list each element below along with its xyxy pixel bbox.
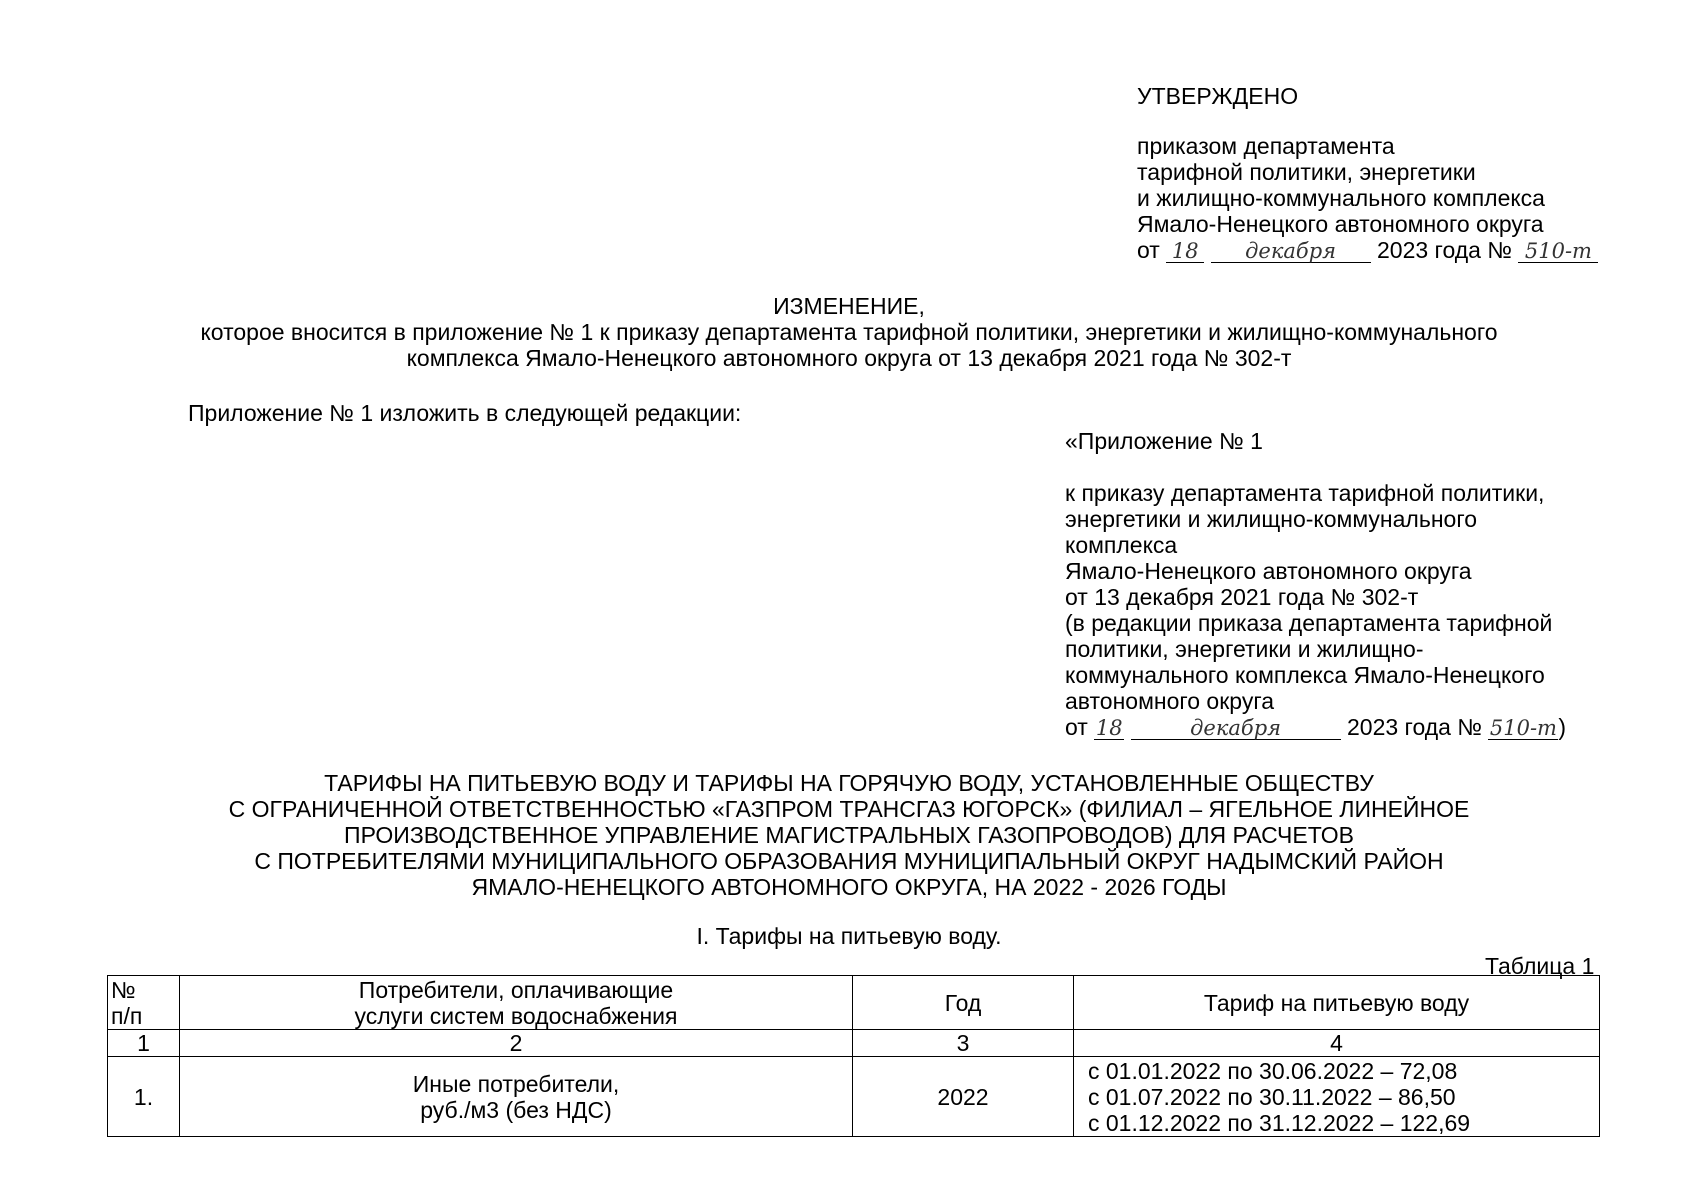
section-title: I. Тарифы на питьевую воду. [696,923,1002,949]
tariff-title-line: ТАРИФЫ НА ПИТЬЕВУЮ ВОДУ И ТАРИФЫ НА ГОРЯЧУЮ ВОДУ, УСТАНОВЛЕННЫЕ ОБЩЕСТВУ [324,770,1374,796]
column-number-row [108,1030,1600,1057]
appendix-line: автономного округа [1065,688,1274,714]
approval-line: и жилищно-коммунального комплекса [1137,185,1545,211]
approval-date-line [1137,237,1598,263]
header-cell-consumers [180,976,853,1030]
appendix-line: комплекса [1065,532,1178,558]
appendix-line: коммунального комплекса Ямало-Ненецкого [1065,662,1545,688]
date-prefix: от [1065,714,1088,740]
header-cell-year: Год [853,976,1074,1030]
appendix-line: энергетики и жилищно-коммунального [1065,506,1477,532]
header-cell-tariff: Тариф на питьевую воду [1074,976,1600,1030]
change-description-line: которое вносится в приложение № 1 к приказу департамента тарифной политики, энергетики и жилищно-коммунального [200,319,1498,345]
consumer-text: руб./м3 (без НДС) [420,1096,612,1123]
appendix-block [1065,428,1566,740]
tariff-title-line: ЯМАЛО-НЕНЕЦКОГО АВТОНОМНОГО ОКРУГА, НА 2022 - 2026 ГОДЫ [471,874,1227,900]
table-row [108,1057,1600,1137]
column-number: 3 [853,1030,1074,1057]
tariff-period: с 01.01.2022 по 30.06.2022 – 72,08 [1088,1057,1458,1084]
approval-line: приказом департамента [1137,133,1395,159]
tariff-cell [1074,1057,1600,1137]
table-header-row [108,976,1600,1030]
header-text: № [111,976,136,1003]
header-text: услуги систем водоснабжения [354,1002,678,1029]
change-description-line: комплекса Ямало-Ненецкого автономного округа от 13 декабря 2021 года № 302-т [406,345,1292,371]
date-prefix: от [1137,237,1160,263]
appendix-line: к приказу департамента тарифной политики, [1065,480,1545,506]
change-title: ИЗМЕНЕНИЕ, [773,293,925,319]
tariff-title [0,770,1698,900]
handwritten-order-number: 510-т [1489,716,1557,740]
tariff-period: с 01.12.2022 по 31.12.2022 – 122,69 [1088,1109,1471,1136]
handwritten-order-number: 510-т [1518,240,1598,263]
tariff-title-line: С ОГРАНИЧЕННОЙ ОТВЕТСТВЕННОСТЬЮ «ГАЗПРОМ ТРАНСГАЗ ЮГОРСК» (ФИЛИАЛ – ЯГЕЛЬНОЕ ЛИНЕЙНОЕ [228,796,1470,822]
column-number: 1 [108,1030,180,1057]
column-number: 2 [180,1030,853,1057]
tariff-period: с 01.07.2022 по 30.11.2022 – 86,50 [1088,1083,1456,1110]
appendix-line: политики, энергетики и жилищно- [1065,636,1424,662]
approval-line: Ямало-Ненецкого автономного округа [1137,211,1544,237]
year-cell: 2022 [853,1057,1074,1137]
tariff-table [107,975,1600,1137]
date-year-text: 2023 года № [1347,714,1483,740]
appendix-line: от 13 декабря 2021 года № 302-т [1065,584,1419,610]
tariff-title-line: ПРОИЗВОДСТВЕННОЕ УПРАВЛЕНИЕ МАГИСТРАЛЬНЫХ ГАЗОПРОВОДОВ) ДЛЯ РАСЧЕТОВ [344,822,1354,848]
appendix-heading: «Приложение № 1 [1065,428,1263,454]
handwritten-month: декабря [1211,240,1371,263]
header-cell-number [108,976,180,1030]
consumer-cell [180,1057,853,1137]
column-number: 4 [1074,1030,1600,1057]
approval-line: тарифной политики, энергетики [1137,159,1476,185]
header-text: п/п [111,1002,143,1029]
appendix-line: (в редакции приказа департамента тарифной [1065,610,1553,636]
header-text: Потребители, оплачивающие [358,976,674,1003]
approval-block [1137,83,1598,263]
approval-heading: УТВЕРЖДЕНО [1137,83,1299,109]
appendix-line: Ямало-Ненецкого автономного округа [1065,558,1472,584]
consumer-text: Иные потребители, [412,1070,620,1097]
intro-text: Приложение № 1 изложить в следующей редакции: [188,400,742,426]
handwritten-day: 18 [1166,240,1204,263]
appendix-date-line [1065,714,1566,740]
row-number: 1. [108,1057,180,1137]
handwritten-month: декабря [1131,717,1341,740]
change-header [0,293,1698,371]
date-year-text: 2023 года № [1377,237,1513,263]
handwritten-day: 18 [1095,716,1123,740]
closing-parenthesis: ) [1558,714,1567,740]
tariff-title-line: С ПОТРЕБИТЕЛЯМИ МУНИЦИПАЛЬНОГО ОБРАЗОВАНИЯ МУНИЦИПАЛЬНЫЙ ОКРУГ НАДЫМСКИЙ РАЙОН [254,848,1444,874]
table-label: Таблица 1 [1485,953,1595,979]
